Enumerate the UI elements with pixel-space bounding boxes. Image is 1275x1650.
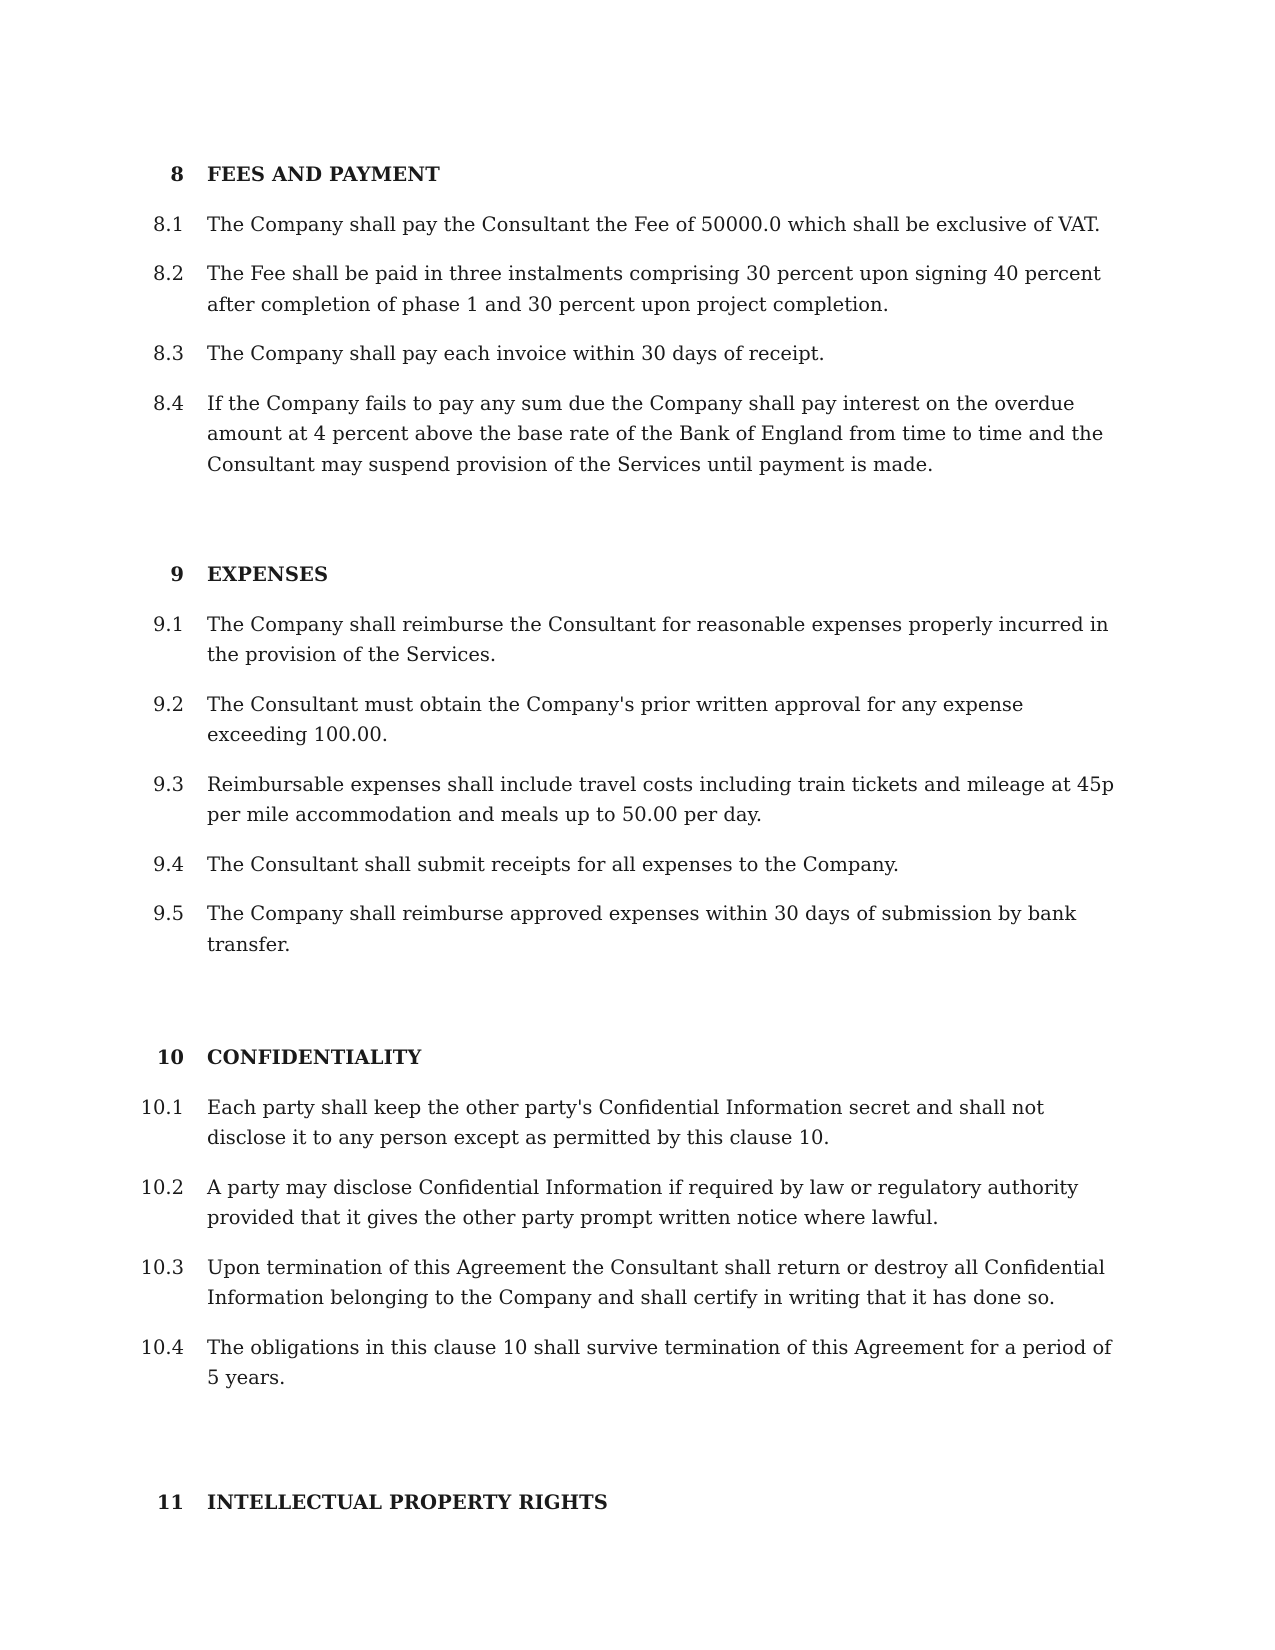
clause-text: Upon termination of this Agreement the Consultant shall return or destroy all Confidential Information belonging to the Company and shall certify in writing that it has done so. — [207, 1255, 1106, 1309]
clause — [0, 610, 1275, 671]
clause — [0, 210, 1275, 241]
clause-text: The Company shall reimburse approved expenses within 30 days of submission by bank transfer. — [207, 902, 1077, 956]
section-number: 11 — [156, 1491, 184, 1514]
section-heading — [0, 160, 1275, 191]
clause — [0, 1093, 1275, 1154]
clause-number: 8.1 — [152, 212, 184, 236]
clause-number: 8.3 — [152, 342, 184, 365]
section-intellectual-property-rights — [0, 1488, 1275, 1519]
section-expenses — [0, 560, 1275, 960]
clause-number: 8.2 — [152, 262, 184, 285]
section-title: EXPENSES — [207, 563, 329, 586]
clause-text: The Consultant shall submit receipts for all expenses to the Company. — [207, 852, 900, 876]
clause — [0, 339, 1275, 370]
clause-text: The Company shall pay each invoice within 30 days of receipt. — [207, 342, 825, 365]
section-confidentiality — [0, 1043, 1275, 1394]
clause — [0, 389, 1275, 481]
section-heading — [0, 1043, 1275, 1074]
section-number: 8 — [170, 163, 184, 186]
section-number: 9 — [170, 563, 184, 586]
section-title: FEES AND PAYMENT — [207, 163, 440, 186]
clause — [0, 259, 1275, 320]
clause-number: 9.3 — [152, 772, 184, 796]
section-title: INTELLECTUAL PROPERTY RIGHTS — [207, 1491, 608, 1514]
clause-text: A party may disclose Confidential Information if required by law or regulatory authority provided that it gives the other party prompt written notice where lawful. — [207, 1175, 1079, 1229]
section-heading — [0, 1488, 1275, 1519]
clause-number: 9.5 — [152, 902, 184, 925]
clause-text: The Company shall reimburse the Consultant for reasonable expenses properly incurred in the provision of the Services. — [207, 612, 1109, 666]
clause-number: 8.4 — [152, 391, 184, 415]
clause-text: The Consultant must obtain the Company's prior written approval for any expense exceeding 100.00. — [207, 692, 1024, 746]
clause-text: The Company shall pay the Consultant the Fee of 50000.0 which shall be exclusive of VAT. — [207, 212, 1101, 236]
clause — [0, 690, 1275, 751]
clause-number: 10.4 — [140, 1335, 184, 1359]
clause-text: If the Company fails to pay any sum due the Company shall pay interest on the overdue amount at 4 percent above the base rate of the Bank of England from time to time and the Consultant may suspend provision of the Services until payment is made. — [207, 391, 1104, 476]
clause-text: The obligations in this clause 10 shall survive termination of this Agreement for a period of 5 years. — [207, 1335, 1112, 1389]
clause — [0, 1173, 1275, 1234]
clause-number: 10.1 — [140, 1095, 184, 1119]
clause-number: 10.2 — [140, 1175, 184, 1199]
clause — [0, 899, 1275, 960]
section-title: CONFIDENTIALITY — [207, 1046, 422, 1069]
clause-number: 10.3 — [140, 1255, 184, 1279]
clause — [0, 770, 1275, 831]
clause-text: Reimbursable expenses shall include travel costs including train tickets and mileage at 45p per mile accommodation and meals up to 50.00 per day. — [207, 772, 1115, 826]
clause — [0, 1333, 1275, 1394]
clause-number: 9.2 — [152, 692, 184, 716]
clause — [0, 850, 1275, 881]
section-heading — [0, 560, 1275, 591]
clause-number: 9.4 — [152, 852, 184, 876]
section-number: 10 — [156, 1046, 184, 1069]
clause — [0, 1253, 1275, 1314]
clause-text: The Fee shall be paid in three instalments comprising 30 percent upon signing 40 percent after completion of phase 1 and 30 percent upon project completion. — [207, 262, 1101, 316]
clause-number: 9.1 — [152, 612, 184, 636]
clause-text: Each party shall keep the other party's Confidential Information secret and shall not disclose it to any person except as permitted by this clause 10. — [207, 1095, 1045, 1149]
section-fees-and-payment — [0, 160, 1275, 480]
